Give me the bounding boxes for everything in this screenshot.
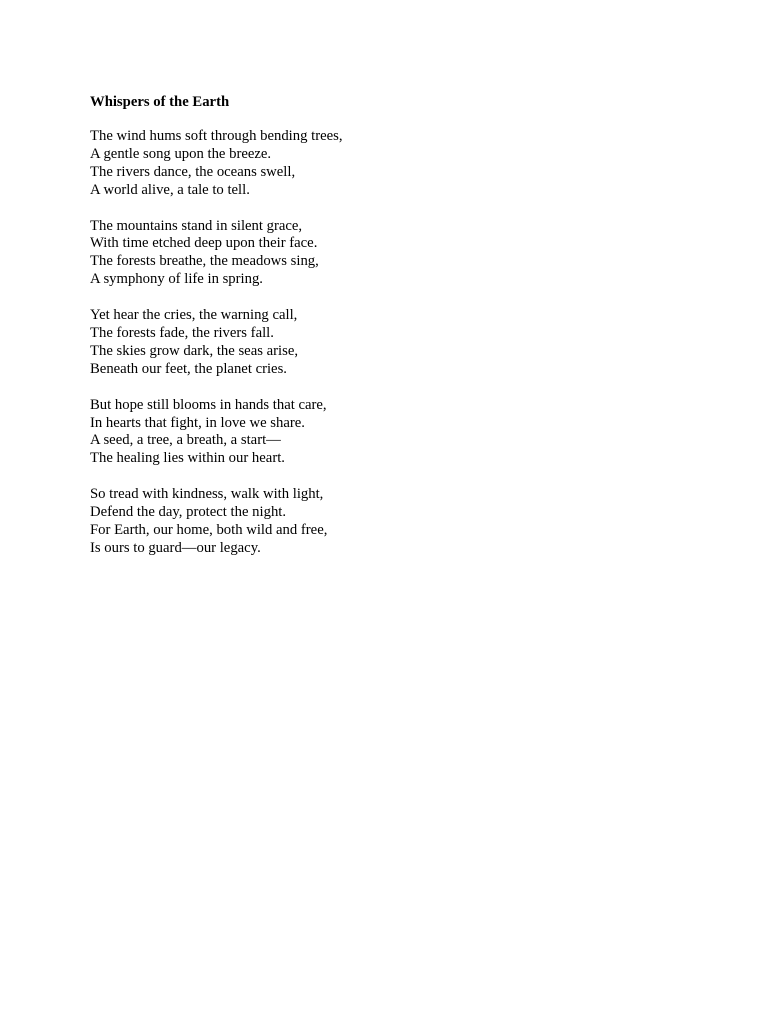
poem-line: A gentle song upon the breeze. <box>90 145 272 162</box>
poem-line: Defend the day, protect the night. <box>90 504 287 521</box>
stanza-1 <box>90 128 690 200</box>
poem-line: The forests breathe, the meadows sing, <box>90 253 319 270</box>
poem-line: So tread with kindness, walk with light, <box>90 486 324 503</box>
stanza-5 <box>90 486 690 558</box>
stanza-4 <box>90 397 690 469</box>
poem-line: A world alive, a tale to tell. <box>90 181 250 198</box>
poem-line: A seed, a tree, a breath, a start— <box>90 432 281 449</box>
poem <box>90 92 690 576</box>
poem-line: The skies grow dark, the seas arise, <box>90 342 299 359</box>
poem-line: The forests fade, the rivers fall. <box>90 325 274 342</box>
poem-title: Whispers of the Earth <box>90 94 230 110</box>
poem-line: For Earth, our home, both wild and free, <box>90 522 328 539</box>
poem-line: Beneath our feet, the planet cries. <box>90 360 287 377</box>
poem-line: In hearts that fight, in love we share. <box>90 414 305 431</box>
poem-line: A symphony of life in spring. <box>90 271 263 288</box>
stanza-2 <box>90 218 690 290</box>
poem-line: But hope still blooms in hands that care, <box>90 396 327 413</box>
stanza-3 <box>90 307 690 379</box>
poem-line: The wind hums soft through bending trees, <box>90 128 343 144</box>
poem-line: The mountains stand in silent grace, <box>90 217 303 234</box>
poem-line: With time etched deep upon their face. <box>90 235 318 252</box>
poem-line: The rivers dance, the oceans swell, <box>90 163 296 180</box>
poem-line: Is ours to guard—our legacy. <box>90 539 261 556</box>
poem-line: The healing lies within our heart. <box>90 450 285 467</box>
poem-line: Yet hear the cries, the warning call, <box>90 307 298 324</box>
